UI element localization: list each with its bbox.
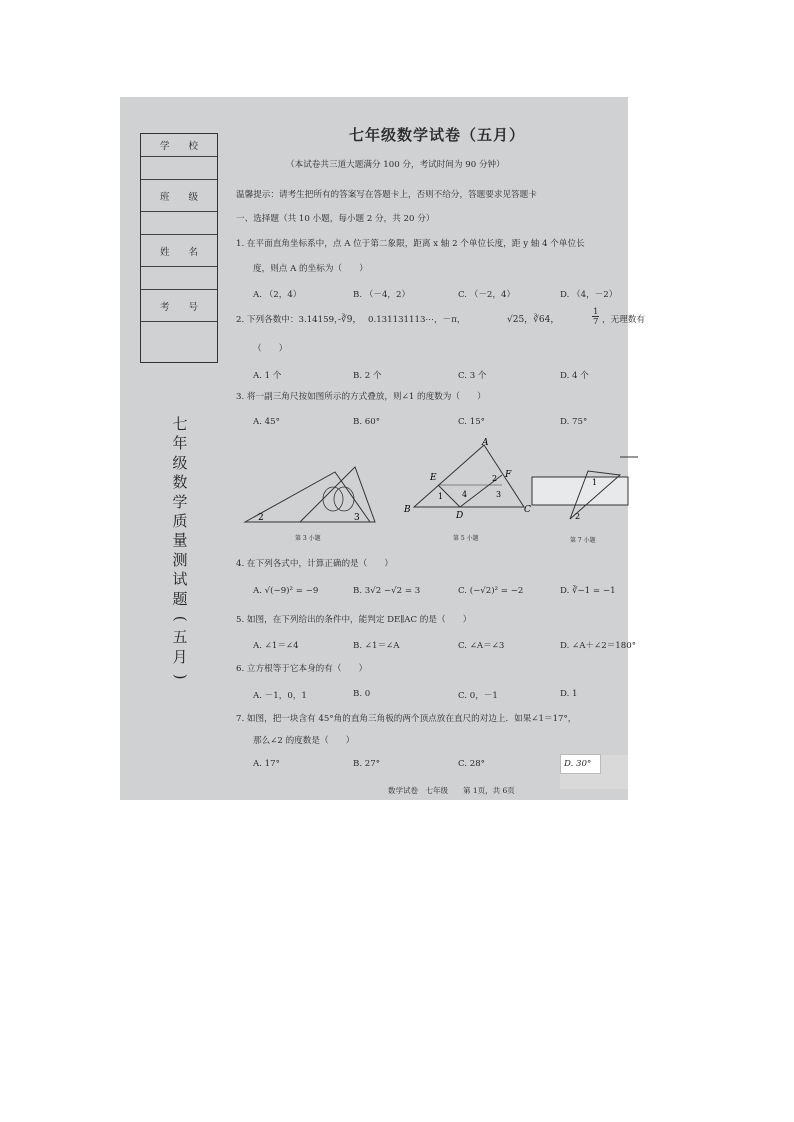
caption-q5: 第 5 小题 bbox=[453, 535, 479, 542]
q6-option-b: B. 0 bbox=[353, 689, 371, 699]
q2-option-a: A. 1 个 bbox=[253, 371, 282, 381]
tip-text: 温馨提示：请考生把所有的答案写在答题卡上，否则不给分，答题要求见答题卡 bbox=[236, 190, 537, 200]
exam-photo bbox=[120, 97, 645, 800]
q6-text: 6. 立方根等于它本身的有（ ） bbox=[236, 664, 368, 674]
student-info-table bbox=[140, 133, 218, 363]
q6-option-a: A. －1，0，1 bbox=[253, 691, 307, 701]
angle-2-label: 2 bbox=[575, 512, 581, 521]
q5-option-b: B. ∠1＝∠A bbox=[353, 641, 400, 651]
side-char: ) bbox=[171, 674, 190, 680]
angle-2-label: 2 bbox=[492, 474, 498, 483]
q4-c-label: C. bbox=[458, 586, 468, 596]
q5-text: 5. 如图，在下列给出的条件中，能判定 DE∥AC 的是（ ） bbox=[236, 615, 472, 625]
class-cell bbox=[141, 180, 217, 212]
q2-fraction: 1 7 bbox=[593, 307, 599, 327]
q6-option-c: C. 0，－1 bbox=[458, 691, 498, 701]
side-char: 年 bbox=[172, 434, 188, 453]
side-char: 试 bbox=[172, 570, 188, 589]
q2-radicals: √25，∛64， bbox=[507, 315, 560, 325]
point-c: C bbox=[524, 505, 531, 515]
side-char: 量 bbox=[172, 531, 188, 550]
figure-q7 bbox=[530, 447, 628, 527]
angle-4-label: 4 bbox=[462, 490, 468, 499]
side-title bbox=[170, 415, 190, 687]
side-char: 五 bbox=[172, 628, 188, 647]
q7-option-c: C. 28° bbox=[458, 759, 485, 769]
angle-1-label: 1 bbox=[592, 478, 598, 487]
class-label: 班 级 bbox=[159, 191, 198, 203]
exam-subtitle: （本试卷共三道大题满分 100 分，考试时间为 90 分钟） bbox=[286, 160, 505, 170]
q2-prefix: 2. 下列各数中：3.14159， bbox=[236, 315, 343, 325]
q6-option-d: D. 1 bbox=[560, 689, 578, 699]
exam-title: 七年级数学试卷（五月） bbox=[349, 126, 526, 144]
q1-line2: 度，则点 A 的坐标为（ ） bbox=[253, 264, 368, 274]
q2-option-c: C. 3 个 bbox=[458, 371, 487, 381]
name-blank bbox=[141, 267, 217, 290]
q1-line1: 1. 在平面直角坐标系中，点 A 位于第二象限，距离 x 轴 2 个单位长度，距 y 轴 4 个单位长 bbox=[236, 239, 585, 249]
side-char: 级 bbox=[172, 453, 188, 472]
caption-q7: 第 7 小题 bbox=[570, 537, 596, 544]
page-footer: 数学试卷 七年级 第 1页，共 6页 bbox=[388, 786, 515, 795]
side-char: 月 bbox=[172, 647, 188, 666]
side-char: 题 bbox=[172, 589, 188, 608]
q1-option-c: C. （－2，4） bbox=[458, 290, 516, 300]
side-char: 学 bbox=[172, 492, 188, 511]
q2-mid: 0.131131113⋯，－π， bbox=[368, 315, 466, 325]
q1-option-d: D. （4，－2） bbox=[560, 290, 618, 300]
q4-d-label: D. bbox=[560, 586, 570, 596]
q5-option-d: D. ∠A＋∠2＝180° bbox=[560, 641, 637, 651]
q2-neg-cbrt9: -∛9， bbox=[338, 315, 362, 325]
q4-b-label: B. bbox=[353, 586, 363, 596]
q7-line2: 那么∠2 的度数是（ ） bbox=[253, 736, 355, 746]
angle-2-label: 2 bbox=[258, 513, 264, 523]
q5-option-a: A. ∠1＝∠4 bbox=[253, 641, 299, 651]
side-char: 数 bbox=[172, 473, 188, 492]
exam-no-blank bbox=[141, 322, 217, 345]
point-b: B bbox=[404, 505, 411, 515]
q4-option-b: B. 3√2 −√2 = 3 bbox=[353, 586, 421, 596]
q4-text: 4. 在下列各式中，计算正确的是（ ） bbox=[236, 559, 394, 569]
point-f: F bbox=[505, 470, 512, 480]
angle-3-label: 3 bbox=[354, 513, 360, 523]
q7-option-d: D. 30° bbox=[560, 754, 601, 774]
name-label: 姓 名 bbox=[159, 246, 198, 258]
exam-no-cell bbox=[141, 290, 217, 322]
exam-no-label: 考 号 bbox=[159, 301, 198, 313]
q3-option-b: B. 60° bbox=[353, 417, 381, 427]
angle-3-label: 3 bbox=[496, 490, 502, 499]
section-heading: 一、选择题（共 10 小题，每小题 2 分，共 20 分） bbox=[236, 214, 435, 224]
q4-option-d: D. ∛−1 = −1 bbox=[560, 586, 616, 596]
q7-line1: 7. 如图，把一块含有 45°角的直角三角板的两个顶点放在直尺的对边上．如果∠1＝17°， bbox=[236, 714, 577, 724]
angle-1-label: 1 bbox=[438, 492, 444, 501]
point-d: D bbox=[456, 511, 464, 521]
class-blank bbox=[141, 212, 217, 235]
q7-option-b: B. 27° bbox=[353, 759, 381, 769]
q3-option-d: D. 75° bbox=[560, 417, 588, 427]
hole-right bbox=[334, 487, 354, 511]
q2-paren: （ ） bbox=[253, 344, 288, 354]
q2-option-b: B. 2 个 bbox=[353, 371, 382, 381]
school-label: 学 校 bbox=[159, 141, 198, 152]
caption-q3: 第 3 小题 bbox=[295, 535, 321, 542]
hole-left bbox=[323, 487, 343, 511]
q3-text: 3. 将一副三角尺按如图所示的方式叠放，则∠1 的度数为（ ） bbox=[236, 392, 486, 402]
name-cell bbox=[141, 235, 217, 267]
q3-option-c: C. 15° bbox=[458, 417, 485, 427]
q4-a-label: A. bbox=[253, 586, 262, 596]
q3-option-a: A. 45° bbox=[253, 417, 280, 427]
side-char: ( bbox=[171, 615, 190, 622]
q7-option-a: A. 17° bbox=[253, 759, 280, 769]
figure-q3 bbox=[240, 457, 380, 527]
school-blank bbox=[141, 157, 217, 180]
side-char: 七 bbox=[172, 415, 188, 433]
side-char: 测 bbox=[172, 550, 188, 569]
q2-suffix: ，无理数有 bbox=[602, 315, 645, 325]
point-a: A bbox=[482, 438, 489, 448]
point-e: E bbox=[430, 473, 437, 483]
school-cell bbox=[141, 134, 217, 157]
figure-q5 bbox=[402, 437, 532, 522]
q4-option-a: A. √(−9)² = −9 bbox=[253, 586, 319, 596]
q4-option-c: C. (−√2)² = −2 bbox=[458, 586, 524, 596]
side-char: 质 bbox=[172, 512, 188, 531]
q1-option-a: A. （2，4） bbox=[253, 290, 302, 300]
q2-option-d: D. 4 个 bbox=[560, 371, 589, 381]
q1-option-b: B. （－4，2） bbox=[353, 290, 411, 300]
q5-option-c: C. ∠A＝∠3 bbox=[458, 641, 505, 651]
